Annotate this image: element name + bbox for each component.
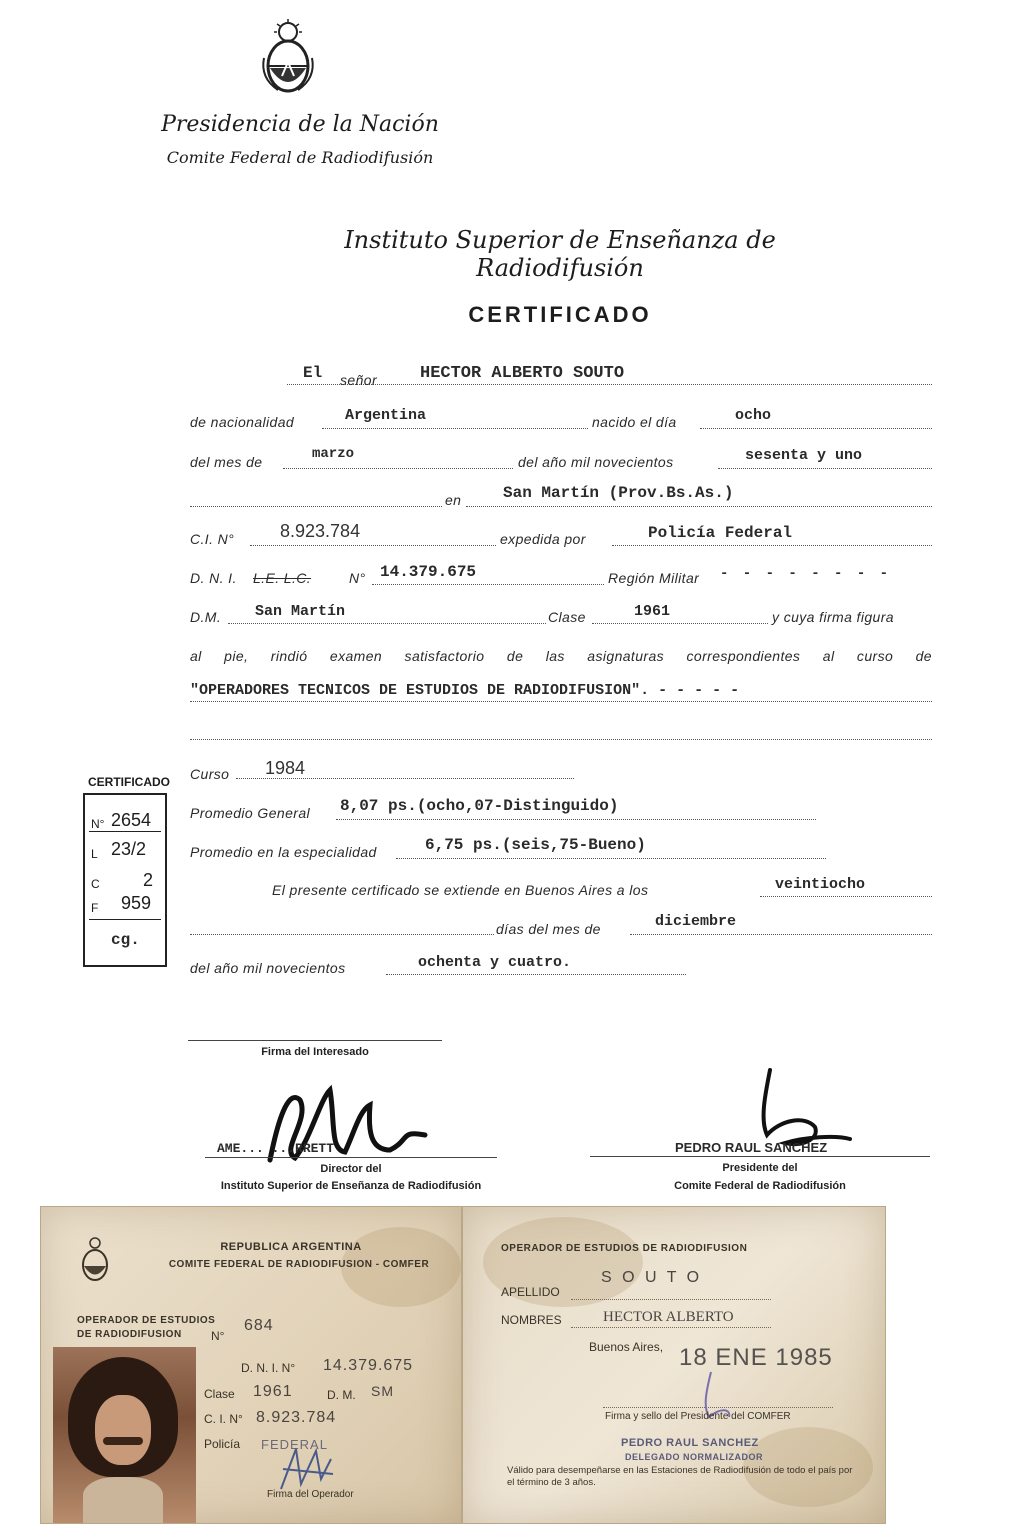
side-no-label: N°	[91, 817, 105, 831]
dm-label: D.M.	[190, 609, 222, 625]
card-title1: OPERADOR DE ESTUDIOS	[77, 1315, 216, 1326]
id-card-back	[462, 1206, 886, 1524]
fill-line	[386, 974, 686, 975]
fill-line	[190, 739, 932, 740]
card-dm-value: SM	[371, 1383, 394, 1399]
anio-value: sesenta y uno	[745, 447, 863, 464]
fill-line	[190, 506, 442, 507]
extiende-anio: ochenta y cuatro.	[418, 954, 572, 971]
region-value: - - - - - - - -	[720, 566, 892, 582]
extiende-text: El presente certificado se extiende en Buenos Aires a los	[272, 882, 649, 898]
card-fecha: 18 ENE 1985	[679, 1344, 833, 1371]
left-signer-name: AME... ...RRETT	[217, 1141, 335, 1156]
card-back-title: OPERADOR DE ESTUDIOS DE RADIODIFUSION	[501, 1243, 748, 1254]
left-signer-role1: Director del	[320, 1163, 382, 1175]
nacionalidad-value: Argentina	[345, 407, 427, 424]
promedio-label: Promedio General	[190, 805, 311, 821]
curso-value: 1984	[265, 758, 306, 778]
clase-value: 1961	[634, 603, 671, 620]
fill-line	[322, 428, 588, 429]
right-signer-role2: Comite Federal de Radiodifusión	[674, 1180, 846, 1192]
ci-value: 8.923.784	[280, 521, 361, 541]
holder-photo	[53, 1347, 196, 1523]
fill-line	[228, 623, 546, 624]
lugar-value: San Martín (Prov.Bs.As.)	[503, 484, 734, 502]
curso-label: Curso	[190, 766, 230, 782]
especialidad-label: Promedio en la especialidad	[190, 844, 377, 860]
expedida-value: Policía Federal	[648, 524, 793, 542]
fill-line	[372, 584, 604, 585]
dni-label: D. N. I.	[190, 570, 237, 586]
card-title2: DE RADIODIFUSION	[77, 1329, 182, 1340]
left-signer-role2: Instituto Superior de Enseñanza de Radiodifusión	[220, 1180, 482, 1192]
card-ci-value: 8.923.784	[256, 1409, 337, 1426]
card-clase-label: Clase	[204, 1387, 235, 1401]
card-dni-label: D. N. I. N°	[241, 1361, 296, 1375]
card-org: COMITE FEDERAL DE RADIODIFUSION - COMFER	[168, 1259, 430, 1270]
card-validity: Válido para desempeñarse en las Estaciones de Radiodifusión de todo el país por el término de 3 años.	[507, 1465, 853, 1488]
mes-value: marzo	[312, 446, 355, 462]
card-sello2: DELEGADO NORMALIZADOR	[625, 1452, 763, 1462]
full-name: HECTOR ALBERTO SOUTO	[420, 364, 625, 383]
card-clase-value: 1961	[253, 1383, 293, 1400]
coat-of-arms-icon	[77, 1235, 113, 1283]
certificate-register-box	[83, 793, 167, 967]
fill-line	[190, 934, 494, 935]
anio2-label: del año mil novecientos	[190, 960, 346, 976]
side-f-value: 959	[121, 893, 152, 913]
senor-label: señor	[340, 372, 378, 388]
coat-of-arms-icon	[256, 18, 320, 96]
paragraph-text: al pie, rindió examen satisfactorio de las asignaturas correspondientes al curso de	[190, 648, 932, 664]
card-policia-label: Policía	[204, 1437, 241, 1451]
document-title: CERTIFICADO	[468, 302, 652, 327]
expedida-label: expedida por	[500, 531, 586, 547]
dni-no-label: N°	[349, 570, 366, 586]
fill-line	[336, 819, 816, 820]
region-label: Región Militar	[608, 570, 700, 586]
institute-name: Instituto Superior de Enseñanza de Radiodifusión	[344, 226, 776, 282]
nacido-label: nacido el día	[592, 414, 677, 430]
extiende-dia: veintiocho	[775, 876, 866, 893]
firma-label: y cuya firma figura	[772, 609, 894, 625]
card-lugar: Buenos Aires,	[589, 1340, 664, 1354]
side-no-value: 2654	[111, 810, 152, 830]
fill-line	[592, 623, 768, 624]
dni-value: 14.379.675	[380, 563, 477, 581]
card-apellido-label: APELLIDO	[501, 1285, 560, 1299]
card-dni-value: 14.379.675	[323, 1357, 414, 1374]
card-dm-label: D. M.	[327, 1388, 356, 1402]
signature-line	[188, 1040, 442, 1041]
fill-line	[250, 545, 496, 546]
nacionalidad-label: de nacionalidad	[190, 414, 295, 430]
side-c-value: 2	[143, 870, 154, 890]
card-policia-value: FEDERAL	[261, 1437, 328, 1452]
fill-line	[287, 383, 932, 385]
ci-label: C.I. N°	[190, 531, 235, 547]
especialidad-value: 6,75 ps.(seis,75-Bueno)	[425, 836, 646, 854]
card-firma-label: Firma y sello del Presidente del COMFER	[605, 1411, 791, 1422]
dia-value: ocho	[735, 407, 772, 424]
dias-mes-label: días del mes de	[496, 921, 601, 937]
card-country: REPUBLICA ARGENTINA	[220, 1241, 362, 1253]
side-initials: cg.	[111, 931, 140, 949]
fill-line	[283, 468, 513, 469]
promedio-value: 8,07 ps.(ocho,07-Distinguido)	[340, 797, 619, 815]
fill-line	[466, 506, 932, 507]
right-signer-role1: Presidente del	[722, 1162, 798, 1174]
side-box-title: CERTIFICADO	[88, 775, 170, 789]
card-nombres-label: NOMBRES	[501, 1313, 562, 1327]
signature-line	[590, 1156, 930, 1157]
curso-nombre: "OPERADORES TECNICOS DE ESTUDIOS DE RADIODIFUSION". - - - - -	[190, 682, 740, 699]
dni-struck-text: L.E. L.C.	[253, 570, 312, 586]
el-text: El	[303, 364, 323, 382]
header-line2: Comite Federal de Radiodifusión	[166, 148, 434, 167]
side-l-value: 23/2	[111, 839, 147, 859]
side-l-label: L	[91, 847, 98, 861]
card-no-value: 684	[244, 1317, 274, 1334]
anio-label: del año mil novecientos	[518, 454, 674, 470]
side-f-label: F	[91, 901, 99, 915]
mes-label: del mes de	[190, 454, 263, 470]
fill-line	[630, 934, 932, 935]
fill-line	[612, 545, 932, 546]
interesado-caption: Firma del Interesado	[261, 1046, 369, 1058]
card-sello1: PEDRO RAUL SANCHEZ	[621, 1437, 759, 1449]
fill-line	[190, 701, 932, 702]
card-firma-label: Firma del Operador	[267, 1489, 354, 1500]
extiende-mes: diciembre	[655, 913, 737, 930]
id-card-front	[40, 1206, 462, 1524]
card-no-label: N°	[211, 1329, 225, 1343]
signature-line	[205, 1157, 497, 1158]
en-label: en	[445, 492, 462, 508]
fill-line	[700, 428, 932, 429]
card-apellido-value: S O U T O	[601, 1269, 703, 1286]
card-nombres-value: HECTOR ALBERTO	[603, 1309, 734, 1325]
side-c-label: C	[91, 877, 100, 891]
clase-label: Clase	[548, 609, 586, 625]
dm-value: San Martín	[255, 603, 346, 620]
fill-line	[760, 896, 932, 897]
fill-line	[718, 468, 932, 469]
card-ci-label: C. I. N°	[204, 1412, 243, 1426]
right-signer-name: PEDRO RAUL SANCHEZ	[675, 1140, 828, 1155]
fill-line	[396, 858, 826, 859]
header-line1: Presidencia de la Nación	[161, 112, 439, 137]
